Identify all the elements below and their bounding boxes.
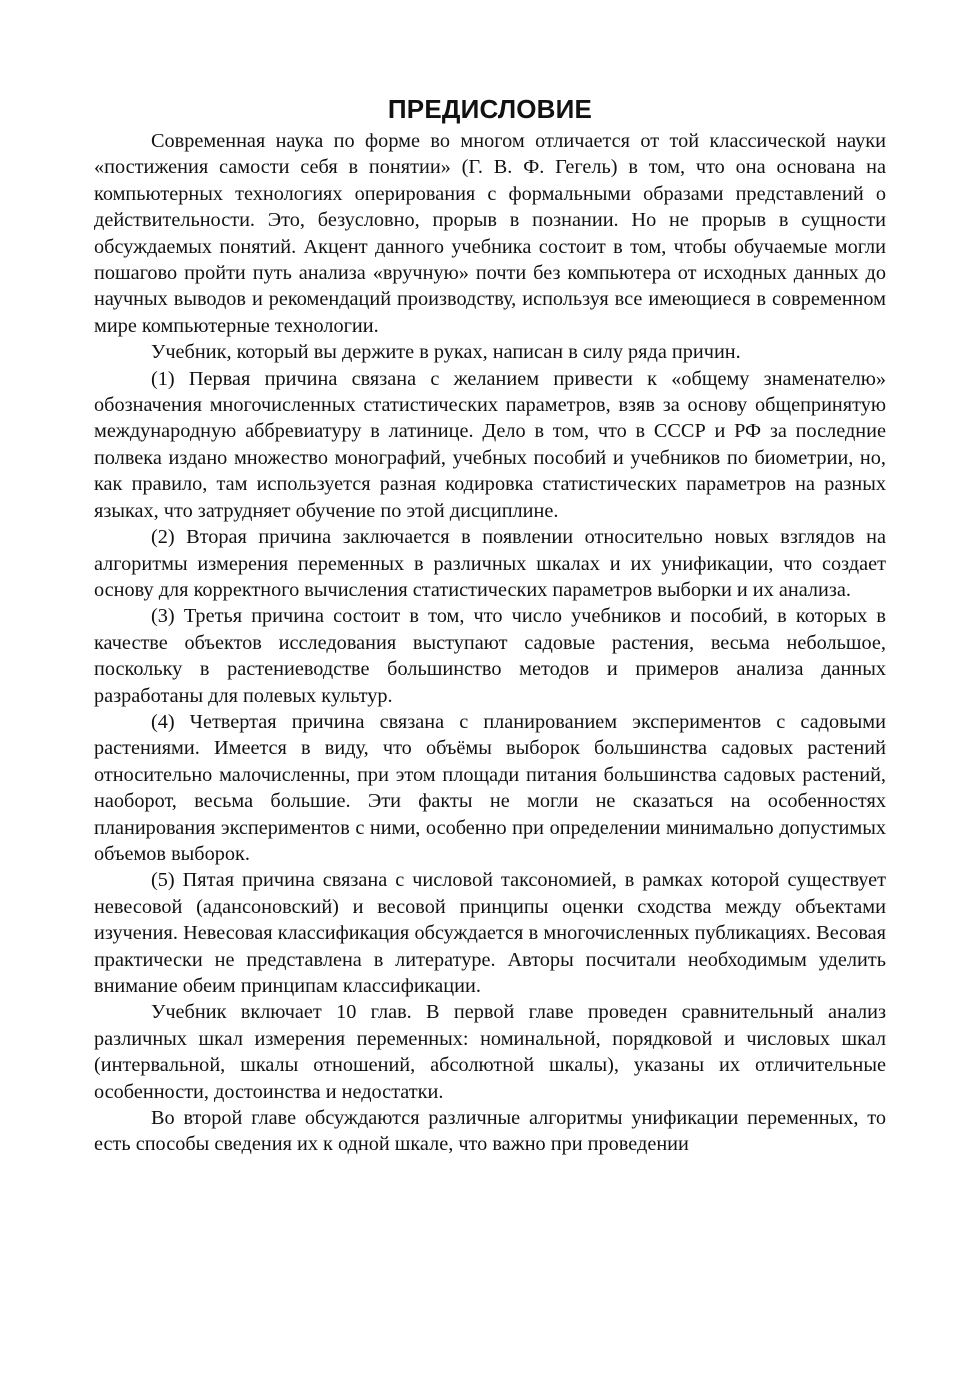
paragraph-reasons-lead: Учебник, который вы держите в руках, написан в силу ряда причин. bbox=[151, 341, 741, 364]
paragraph-reason-1: (1) Первая причина связана с желанием привести к «общему знаменателю» обозначения многочисленных статистических параметров, взяв за основу общепринятую международную аббревиатуру в латинице. Дело в том, что в СССР и РФ за последние полвека издано множество монографий, учебных пособий и учебников по биометрии, но, как правило, там используется разная кодировка статистических параметров на разных языках, что затрудняет обучение по этой дисциплине. bbox=[94, 367, 886, 522]
paragraph-reason-3: (3) Третья причина состоит в том, что число учебников и пособий, в которых в качестве объектов исследования выступают садовые растения, весьма небольшое, поскольку в растениеводстве большинство методов и примеров анализа данных разработаны для полевых культур. bbox=[94, 605, 886, 707]
paragraph-chapter-1: Учебник включает 10 глав. В первой главе проведен сравнительный анализ различных шкал измерения переменных: номинальной, порядковой и числовых шкал (интервальной, шкалы отношений, абсолютной шкалы), указаны их отличительные особенности, достоинства и недостатки. bbox=[94, 1001, 886, 1103]
document-page bbox=[94, 92, 886, 1158]
page-title: ПРЕДИСЛОВИЕ bbox=[387, 94, 593, 124]
paragraph-intro: Современная наука по форме во многом отличается от той классической науки «постижения самости себя в понятии» (Г. В. Ф. Гегель) в том, что она основана на компьютерных технологиях оперирования с формальными образами представлений о действительности. Это, безусловно, прорыв в познании. Но не прорыв в сущности обсуждаемых понятий. Акцент данного учебника состоит в том, чтобы обучаемые могли пошагово пройти путь анализа «вручную» почти без компьютера от исходных данных до научных выводов и рекомендаций производству, используя все имеющиеся в современном мире компьютерные технологии. bbox=[94, 130, 886, 337]
paragraph-reason-2: (2) Вторая причина заключается в появлении относительно новых взглядов на алгоритмы измерения переменных в различных шкалах и их унификации, что создает основу для корректного вычисления статистических параметров выборки и их анализа. bbox=[94, 526, 886, 601]
paragraph-reason-4: (4) Четвертая причина связана с планированием экспериментов с садовыми растениями. Имеется в виду, что объёмы выборок большинства садовых растений относительно малочисленны, при этом площади питания большинства садовых растений, наоборот, весьма большие. Эти факты не могли не сказаться на особенностях планирования экспериментов с ними, особенно при определении минимально допустимых объемов выборок. bbox=[94, 710, 886, 865]
paragraph-reason-5: (5) Пятая причина связана с числовой таксономией, в рамках которой существует невесовой (адансоновский) и весовой принципы оценки сходства между объектами изучения. Невесовая классификация обсуждается в многочисленных публикациях. Весовая практически не представлена в литературе. Авторы посчитали необходимым уделить внимание обеим принципам классификации. bbox=[94, 869, 886, 997]
paragraph-chapter-2: Во второй главе обсуждаются различные алгоритмы унификации переменных, то есть способы сведения их к одной шкале, что важно при проведении bbox=[94, 1107, 886, 1156]
